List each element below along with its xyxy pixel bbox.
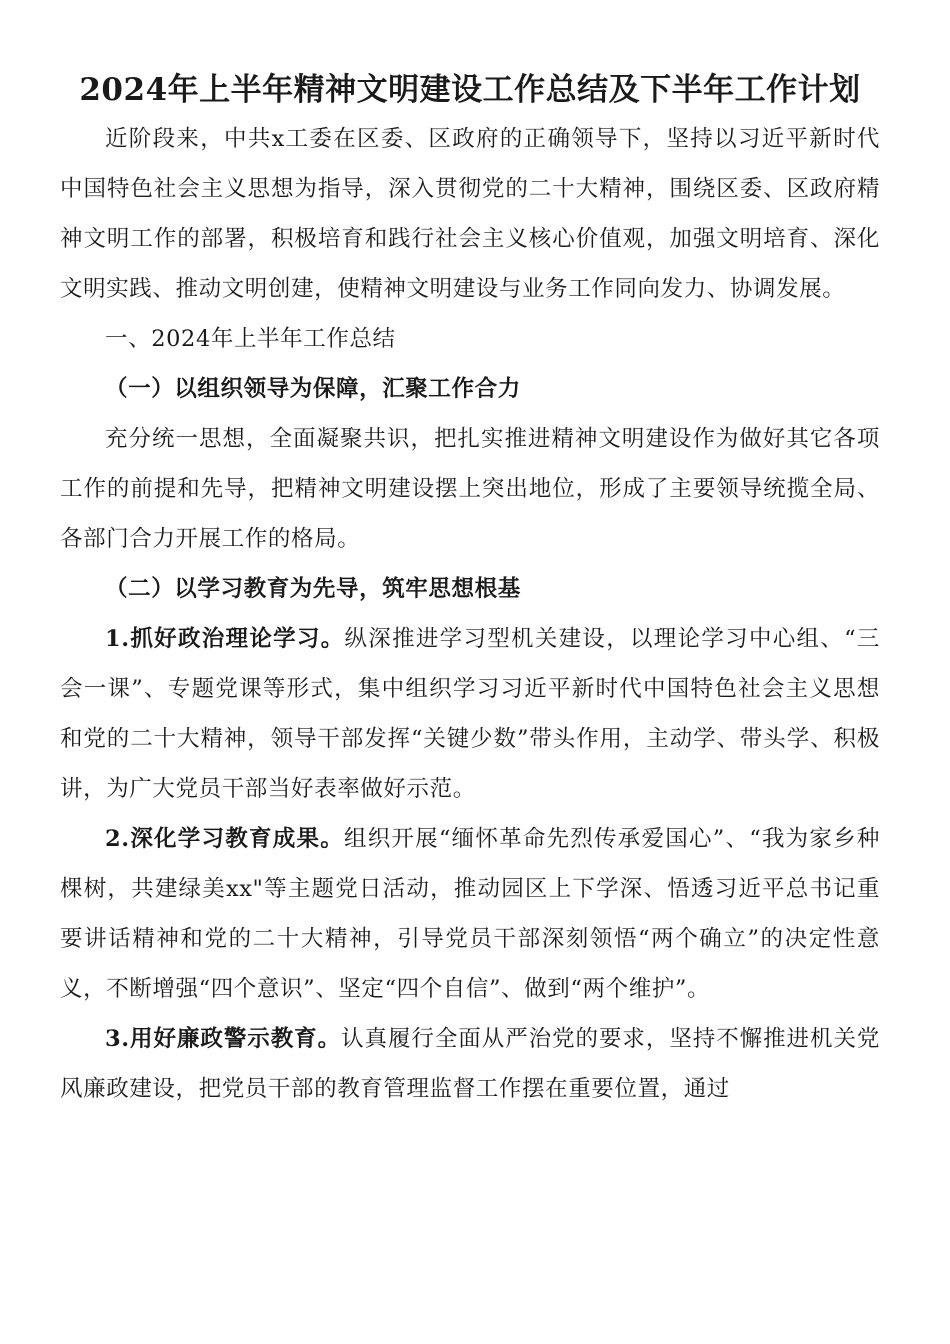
item-1-body: 纵深推进学习型机关建设，以理论学习中心组、“三会一课”、专题党课等形式，集中组织学习习近平新时代中国特色社会主义思想和党的二十大精神，领导干部发挥“关键少数”带头作用，主动学、带头学、积极讲，为广大党员干部当好表率做好示范。 [60, 626, 880, 802]
intro-paragraph: 近阶段来，中共x工委在区委、区政府的正确领导下，坚持以习近平新时代中国特色社会主义思想为指导，深入贯彻党的二十大精神，围绕区委、区政府精神文明工作的部署，积极培育和践行社会主义核心价值观，加强文明培育、深化文明实践、推动文明创建，使精神文明建设与业务工作同向发力、协调发展。 [60, 126, 880, 302]
item-1-lead: 1.抓好政治理论学习。 [105, 626, 345, 652]
item-1-paragraph [60, 614, 880, 814]
item-3-lead: 3.用好廉政警示教育。 [105, 1026, 342, 1052]
item-2-body: 组织开展“缅怀革命先烈传承爱国心”、“我为家乡种棵树，共建绿美xx"等主题党日活动，推动园区上下学深、悟透习近平总书记重要讲话精神和党的二十大精神，引导党员干部深刻领悟“两个确立”的决定性意义，不断增强“四个意识”、坚定“四个自信”、做到“两个维护”。 [60, 826, 880, 1002]
subsection-1-heading: （一）以组织领导为保障，汇聚工作合力 [105, 376, 521, 402]
subsection-2-heading: （二）以学习教育为先导，筑牢思想根基 [105, 576, 521, 602]
item-3-paragraph [60, 1014, 880, 1114]
item-2-paragraph [60, 814, 880, 1014]
document-page [60, 66, 880, 1114]
section-1-heading: 一、2024年上半年工作总结 [105, 326, 396, 352]
item-3-body: 认真履行全面从严治党的要求，坚持不懈推进机关党风廉政建设，把党员干部的教育管理监督工作摆在重要位置，通过 [60, 1026, 880, 1102]
item-2-lead: 2.深化学习教育成果。 [105, 826, 344, 852]
subsection-1-body: 充分统一思想，全面凝聚共识，把扎实推进精神文明建设作为做好其它各项工作的前提和先导，把精神文明建设摆上突出地位，形成了主要领导统揽全局、各部门合力开展工作的格局。 [60, 426, 880, 552]
document-title: 2024年上半年精神文明建设工作总结及下半年工作计划 [79, 72, 861, 108]
